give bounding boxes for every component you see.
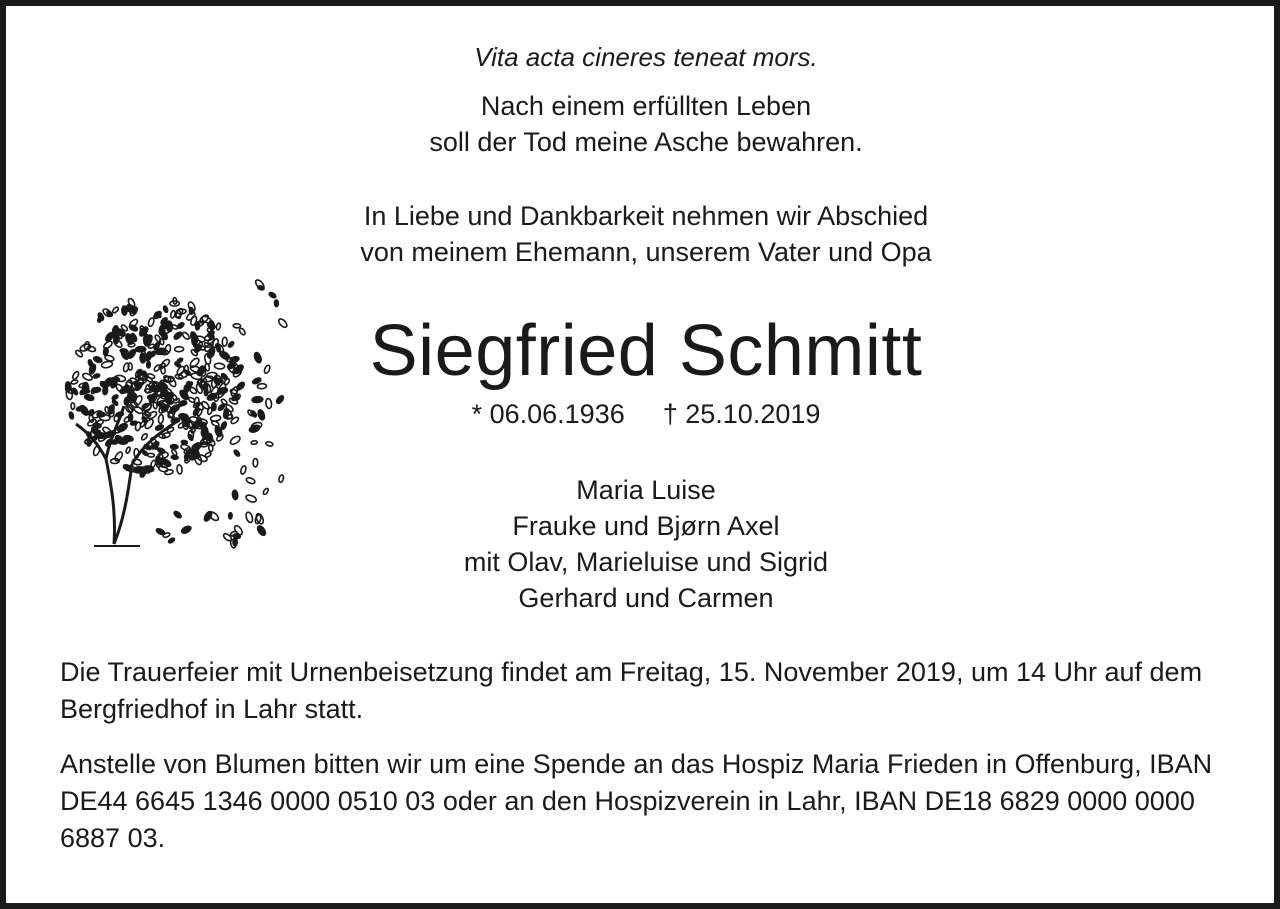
life-dates [6, 396, 1280, 433]
donation-info: Anstelle von Blumen bitten wir um eine Spende an das Hospiz Maria Frieden in Offenburg, IBAN DE44 6645 1346 0000 0510 03 oder an den Hospizverein in Lahr, IBAN DE18 6829 0000 0000 6887 03. [60, 749, 1213, 853]
translation-line-1: Nach einem erfüllten Leben [480, 91, 812, 121]
intro-line-2: von meinem Ehemann, unserem Vater und Opa [360, 237, 932, 267]
ceremony-info: Die Trauerfeier mit Urnenbeisetzung findet am Freitag, 15. November 2019, um 14 Uhr auf dem Bergfriedhof in Lahr statt. [60, 657, 1203, 724]
relative-line: Maria Luise [576, 475, 716, 505]
translation-line-2: soll der Tod meine Asche bewahren. [429, 127, 863, 157]
relative-line: mit Olav, Marieluise und Sigrid [463, 547, 829, 577]
deceased-name: Siegfried Schmitt [369, 311, 923, 391]
intro-line-1: In Liebe und Dankbarkeit nehmen wir Abschied [363, 201, 929, 231]
relative-line: Frauke und Bjørn Axel [512, 511, 780, 541]
relative-line: Gerhard und Carmen [518, 583, 774, 613]
motto: Vita acta cineres teneat mors. [474, 42, 818, 72]
birth-date: * 06.06.1936 [471, 399, 625, 429]
death-date: † 25.10.2019 [662, 399, 821, 429]
